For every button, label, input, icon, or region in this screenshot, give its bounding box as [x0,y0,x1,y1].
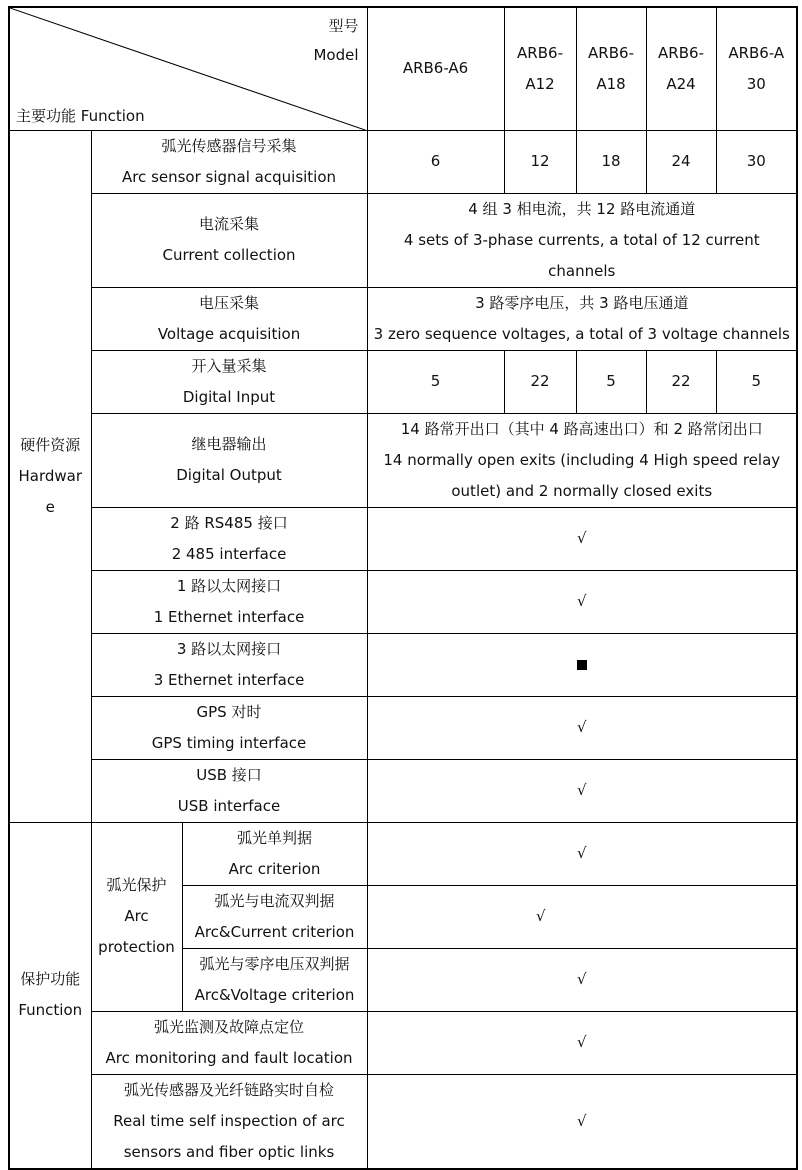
feature-cell [91,696,367,759]
feature-en: Arc sensor signal acquisition [121,167,337,186]
feature-cn: GPS 对时 [196,702,262,721]
feature-cell [182,822,367,885]
merged-value-cn: 14 路常开出口（其中 4 路高速出口）和 2 路常闭出口 [400,419,763,438]
model-name-line2: A12 [525,74,555,93]
feature-cell [91,350,367,413]
feature-en: Arc&Current criterion [194,922,355,941]
table-row [9,1074,797,1169]
value-cell: 22 [646,350,716,413]
arc-protection-group-cell [91,822,182,1011]
optional-mark-cell [367,633,797,696]
feature-cn: USB 接口 [196,765,262,784]
arc-group-cn: 弧光保护 [106,876,167,894]
check-mark: √ [367,1074,797,1169]
feature-cn: 电流采集 [199,215,260,233]
value-cell: 5 [716,350,797,413]
feature-en1: Real time self inspection of arc [113,1111,345,1130]
value-cell: 6 [367,130,504,193]
hardware-category-cn: 硬件资源 [20,435,81,454]
feature-cn: 3 路以太网接口 [176,639,282,658]
table-row [9,507,797,570]
merged-value-en2: outlet) and 2 normally closed exits [451,481,713,500]
model-label-en: Model [313,46,359,64]
protection-category-en: Function [18,1001,83,1019]
feature-cell [182,948,367,1011]
feature-en: GPS timing interface [151,733,307,752]
model-name-line1: ARB6- [658,43,704,62]
function-header-label: 主要功能 Function [16,106,145,125]
feature-cn: 1 路以太网接口 [176,576,282,595]
merged-value-cn: 3 路零序电压，共 3 路电压通道 [475,293,689,312]
table-row [9,570,797,633]
feature-cn: 弧光传感器信号采集 [161,136,297,155]
merged-value-cell [367,413,797,507]
model-label-cn: 型号 [328,17,359,35]
check-mark: √ [367,1011,797,1074]
table-row [9,413,797,507]
check-mark: √ [367,507,797,570]
arc-group-en2: protection [98,938,175,956]
check-mark: √ [367,822,797,885]
merged-value-en: 4 sets of 3-phase currents, a total of 12 current channels [403,230,760,280]
model-name: ARB6-A6 [402,59,469,78]
check-mark [367,885,797,948]
table-row [9,130,797,193]
feature-cn: 弧光与零序电压双判据 [199,954,350,973]
feature-en: 2 485 interface [171,544,287,563]
value-cell: 5 [576,350,646,413]
check-mark: √ [367,948,797,1011]
feature-cell [91,759,367,822]
check-mark: √ [367,570,797,633]
feature-cell [91,507,367,570]
feature-en: 1 Ethernet interface [153,607,305,626]
table-row [9,633,797,696]
merged-value-en1: 14 normally open exits (including 4 High speed relay [383,450,781,469]
feature-en: USB interface [177,796,281,815]
feature-en: Arc criterion [228,859,321,878]
table-row [9,822,797,885]
check-mark: √ [367,759,797,822]
table-row [9,759,797,822]
feature-en: Current collection [162,246,296,264]
feature-cell [91,570,367,633]
feature-cn: 弧光传感器及光纤链路实时自检 [124,1080,335,1099]
model-name-line1: ARB6- [517,43,563,62]
value-cell: 24 [646,130,716,193]
feature-cell [91,413,367,507]
feature-cn: 电压采集 [199,293,260,312]
value-cell: 5 [367,350,504,413]
model-header-label [313,12,358,70]
diagonal-header-cell [9,7,367,130]
value-cell: 12 [504,130,576,193]
feature-en2: sensors and fiber optic links [123,1142,335,1161]
feature-en: Arc&Voltage criterion [194,985,355,1004]
model-header-a30 [716,7,797,130]
header-row [9,7,797,130]
table-row [9,1011,797,1074]
model-name-line1: ARB6- [588,43,634,62]
hardware-category-cell [9,130,91,822]
value-cell: 22 [504,350,576,413]
merged-value-cell [367,287,797,350]
value-cell: 30 [716,130,797,193]
feature-en: Voltage acquisition [157,324,301,343]
merged-value-cn: 4 组 3 相电流，共 12 路电流通道 [468,199,696,218]
model-name-line2: A24 [666,74,696,93]
feature-cell [91,633,367,696]
table-row [9,193,797,287]
feature-cell [91,1074,367,1169]
value-cell: 18 [576,130,646,193]
check-mark: √ [367,696,797,759]
merged-value-cell [367,193,797,287]
table-row [9,696,797,759]
feature-cn: 弧光监测及故障点定位 [154,1017,305,1036]
hardware-category-en2: e [45,497,55,516]
feature-cn: 继电器输出 [191,435,267,453]
merged-value-en: 3 zero sequence voltages, a total of 3 voltage channels [373,324,790,343]
protection-category-cell [9,822,91,1169]
model-header-a6 [367,7,504,130]
feature-cn: 2 路 RS485 接口 [170,513,288,532]
model-name-line1: ARB6-A [728,43,785,62]
feature-cell [91,1011,367,1074]
feature-cn: 弧光单判据 [237,828,313,847]
feature-cell [91,287,367,350]
feature-cell [182,885,367,948]
feature-en: Digital Input [182,387,276,406]
feature-cell [91,193,367,287]
feature-cn: 开入量采集 [191,356,267,375]
model-name-line2: 30 [746,74,766,93]
filled-square-icon [577,660,587,670]
protection-category-cn: 保护功能 [20,970,81,988]
table-row [9,350,797,413]
feature-en: 3 Ethernet interface [153,670,305,689]
spec-table [8,6,798,1170]
table-row [9,287,797,350]
feature-en: Arc monitoring and fault location [105,1048,353,1067]
feature-cell [91,130,367,193]
model-header-a18 [576,7,646,130]
hardware-category-en1: Hardwar [18,466,83,485]
model-header-a24 [646,7,716,130]
arc-group-en1: Arc [124,907,149,925]
feature-cn: 弧光与电流双判据 [214,891,335,910]
model-header-a12 [504,7,576,130]
feature-en: Digital Output [176,466,282,484]
model-name-line2: A18 [596,74,626,93]
check-mark-glyph: √ [535,907,546,925]
